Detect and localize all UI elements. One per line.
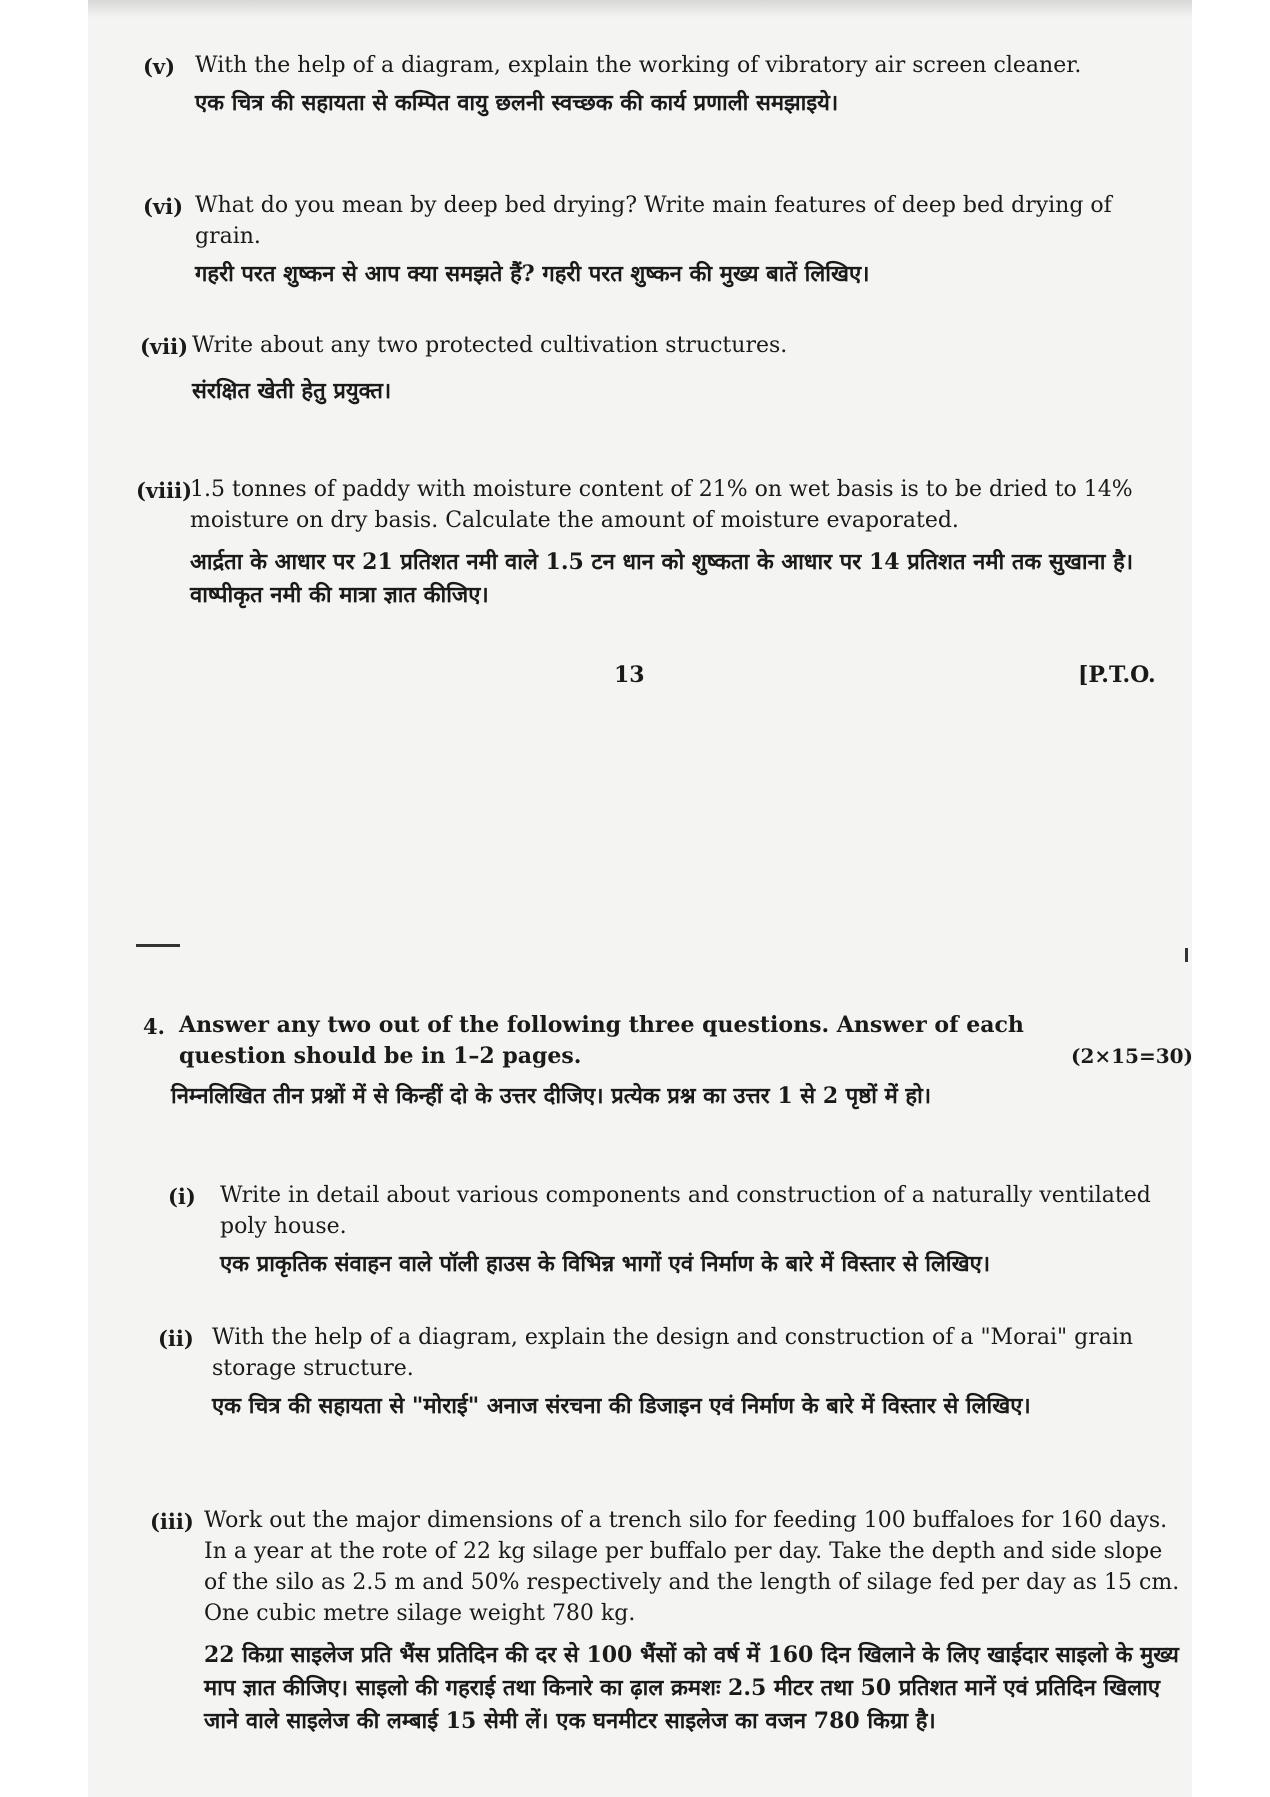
question-vii: [140, 330, 1160, 408]
question-4-i: [168, 1180, 1168, 1281]
section-instruction-en: Answer any two out of the following three questions. Answer of each question should be in 1–2 pages.: [179, 1012, 1024, 1069]
question-number: (vii): [140, 334, 189, 359]
question-number: (v): [143, 54, 176, 79]
question-number: (iii): [150, 1509, 194, 1534]
question-text-hi: एक प्राकृतिक संवाहन वाले पॉली हाउस के विभिन्न भागों एवं निर्माण के बारे में विस्तार से लिखिए।: [220, 1251, 991, 1277]
section-instruction-hi: निम्नलिखित तीन प्रश्नों में से किन्हीं दो के उत्तर दीजिए। प्रत्येक प्रश्न का उत्तर 1 से 2 पृष्ठों में हो।: [171, 1083, 932, 1109]
corner-mark: [1185, 948, 1188, 962]
question-text-en: With the help of a diagram, explain the design and construction of a "Morai" grain storage structure.: [212, 1325, 1134, 1381]
question-text-hi: 22 किग्रा साइलेज प्रति भैंस प्रतिदिन की दर से 100 भैंसों को वर्ष में 160 दिन खिलाने के लिए खाईदार साइलो के मुख्य माप ज्ञात कीजिए। साइलो की गहराई तथा किनारे का ढ़ाल क्रमशः 2.5 मीटर तथा 50 प्रतिशत मानें एवं प्रतिदिन खिलाए जाने वाले साइलेज की लम्बाई 15 सेमी लें। एक घनमीटर साइलेज का वजन 780 किग्रा है।: [204, 1642, 1179, 1734]
question-text-en: Write about any two protected cultivation structures.: [192, 333, 788, 358]
pto-label: [P.T.O.: [1078, 662, 1156, 688]
question-4-ii: [158, 1322, 1168, 1423]
question-text-en: 1.5 tonnes of paddy with moisture content of 21% on wet basis is to be dried to 14% moisture on dry basis. Calculate the amount of moisture evaporated.: [190, 477, 1133, 533]
page-number: 13: [614, 662, 645, 688]
question-vi: [143, 190, 1163, 291]
section-4-heading: [143, 1010, 1194, 1113]
question-text-en: Write in detail about various components and construction of a naturally ventilated poly house.: [220, 1183, 1151, 1239]
question-text-hi: एक चित्र की सहायता से "मोराई" अनाज संरचना की डिजाइन एवं निर्माण के बारे में विस्तार से लिखिए।: [212, 1393, 1031, 1419]
question-number: (vi): [143, 194, 184, 219]
question-text-en: Work out the major dimensions of a trench silo for feeding 100 buffaloes for 160 days. In a year at the rote of 22 kg silage per buffalo per day. Take the depth and side slope of the silo as 2.5 m and 50% respectively and the length of silage fed per day as 15 cm. One cubic metre silage weight 780 kg.: [204, 1508, 1180, 1626]
page-divider: [136, 944, 180, 947]
question-number: (viii): [136, 478, 193, 503]
question-text-hi: एक चित्र की सहायता से कम्पित वायु छलनी स्वच्छक की कार्य प्रणाली समझाइये।: [195, 90, 839, 116]
question-text-en: What do you mean by deep bed drying? Write main features of deep bed drying of grain.: [195, 193, 1112, 249]
question-4-iii: [150, 1505, 1180, 1738]
question-text-hi: आर्द्रता के आधार पर 21 प्रतिशत नमी वाले 1.5 टन धान को शुष्कता के आधार पर 14 प्रतिशत नमी तक सुखाना है। वाष्पीकृत नमी की मात्रा ज्ञात कीजिए।: [190, 549, 1134, 608]
question-viii: [136, 474, 1166, 612]
question-text-hi: संरक्षित खेती हेतु प्रयुक्त।: [192, 378, 392, 404]
section-number: 4.: [143, 1014, 165, 1039]
question-text-hi: गहरी परत शुष्कन से आप क्या समझते हैं? गहरी परत शुष्कन की मुख्य बातें लिखिए।: [195, 261, 870, 287]
question-number: (i): [168, 1184, 196, 1209]
question-number: (ii): [158, 1326, 194, 1351]
question-text-en: With the help of a diagram, explain the working of vibratory air screen cleaner.: [195, 53, 1082, 78]
section-marks: (2×15=30): [1071, 1044, 1194, 1068]
question-v: [143, 50, 1163, 120]
scan-top-shadow: [88, 0, 1192, 18]
